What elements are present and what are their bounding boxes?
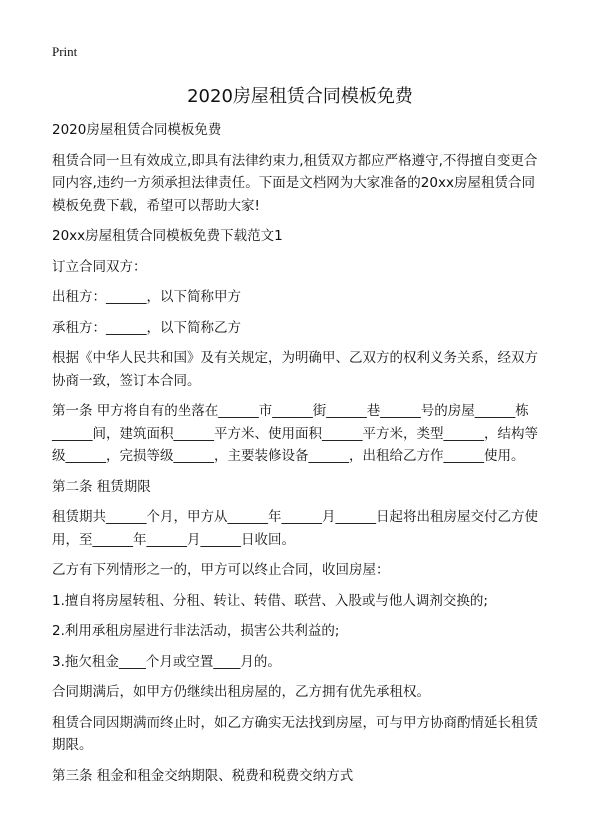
paragraph — [52, 225, 572, 248]
document-body — [52, 119, 572, 795]
paragraph-line: 20xx房屋租赁合同模板免费下载范文1 — [52, 228, 283, 244]
paragraph-line: ______间，建筑面积______平方米、使用面积______平方米，类型______，结构等 — [52, 425, 538, 442]
paragraph-line: 乙方有下列情形之一的，甲方可以终止合同，收回房屋： — [52, 562, 390, 578]
paragraph — [52, 286, 572, 309]
paragraph — [52, 559, 572, 582]
paragraph-line: 用，至______年______月______日收回。 — [52, 531, 295, 548]
paragraph-line: 根据《中华人民共和国》及有关规定，为明确甲、乙双方的权利义务关系，经双方 — [52, 350, 538, 366]
print-link[interactable]: Print — [52, 44, 78, 59]
paragraph — [52, 256, 572, 279]
paragraph — [52, 620, 572, 643]
paragraph-line: 期限。 — [52, 737, 93, 753]
document-title: 2020房屋租赁合同模板免费 — [187, 86, 413, 107]
paragraph-line: 第三条 租金和租金交纳期限、税费和税费交纳方式 — [52, 767, 354, 784]
paragraph-line: 模板免费下载，希望可以帮助大家! — [52, 197, 260, 214]
paragraph-line: 第一条 甲方将自有的坐落在______市______街______巷______号的房屋______栋 — [52, 403, 529, 419]
paragraph-line: 2.利用承租房屋进行非法活动，损害公共利益的; — [52, 623, 340, 639]
paragraph — [52, 317, 572, 340]
paragraph — [52, 119, 572, 142]
paragraph — [52, 712, 572, 757]
paragraph-line: 3.拖欠租金____个月或空置____月的。 — [52, 653, 281, 670]
paragraph — [52, 651, 572, 674]
paragraph-line: 同内容,违约一方须承担法律责任。下面是文档网为大家准备的20xx房屋租赁合同 — [52, 175, 535, 191]
paragraph — [52, 476, 572, 499]
paragraph — [52, 681, 572, 704]
paragraph-line: 第二条 租赁期限 — [52, 478, 151, 495]
paragraph — [52, 150, 572, 218]
paragraph-line: 出租方：______，以下简称甲方 — [52, 289, 241, 305]
paragraph-line: 协商一致，签订本合同。 — [52, 372, 201, 389]
paragraph-line: 租赁合同一旦有效成立,即具有法律约束力,租赁双方都应严格遵守,不得擅自变更合 — [52, 152, 538, 169]
paragraph — [52, 347, 572, 392]
paragraph-line: 订立合同双方： — [52, 258, 147, 275]
paragraph-line: 租赁合同因期满而终止时，如乙方确实无法找到房屋，可与甲方协商酌情延长租赁 — [52, 714, 538, 731]
paragraph — [52, 400, 572, 468]
paragraph-line: 2020房屋租赁合同模板免费 — [52, 122, 222, 138]
paragraph — [52, 506, 572, 551]
paragraph-line: 合同期满后，如甲方仍继续出租房屋的，乙方拥有优先承租权。 — [52, 684, 430, 700]
paragraph-line: 租赁期共______个月，甲方从______年______月______日起将出租房屋交付乙方使 — [52, 509, 538, 525]
paragraph — [52, 590, 572, 613]
paragraph — [52, 765, 572, 788]
paragraph-line: 级______，完损等级______，主要装修设备______，出租给乙方作______使用。 — [52, 448, 525, 464]
paragraph-line: 承租方：______，以下简称乙方 — [52, 319, 241, 336]
paragraph-line: 1.擅自将房屋转租、分租、转让、转借、联营、入股或与他人调剂交换的; — [52, 592, 488, 609]
